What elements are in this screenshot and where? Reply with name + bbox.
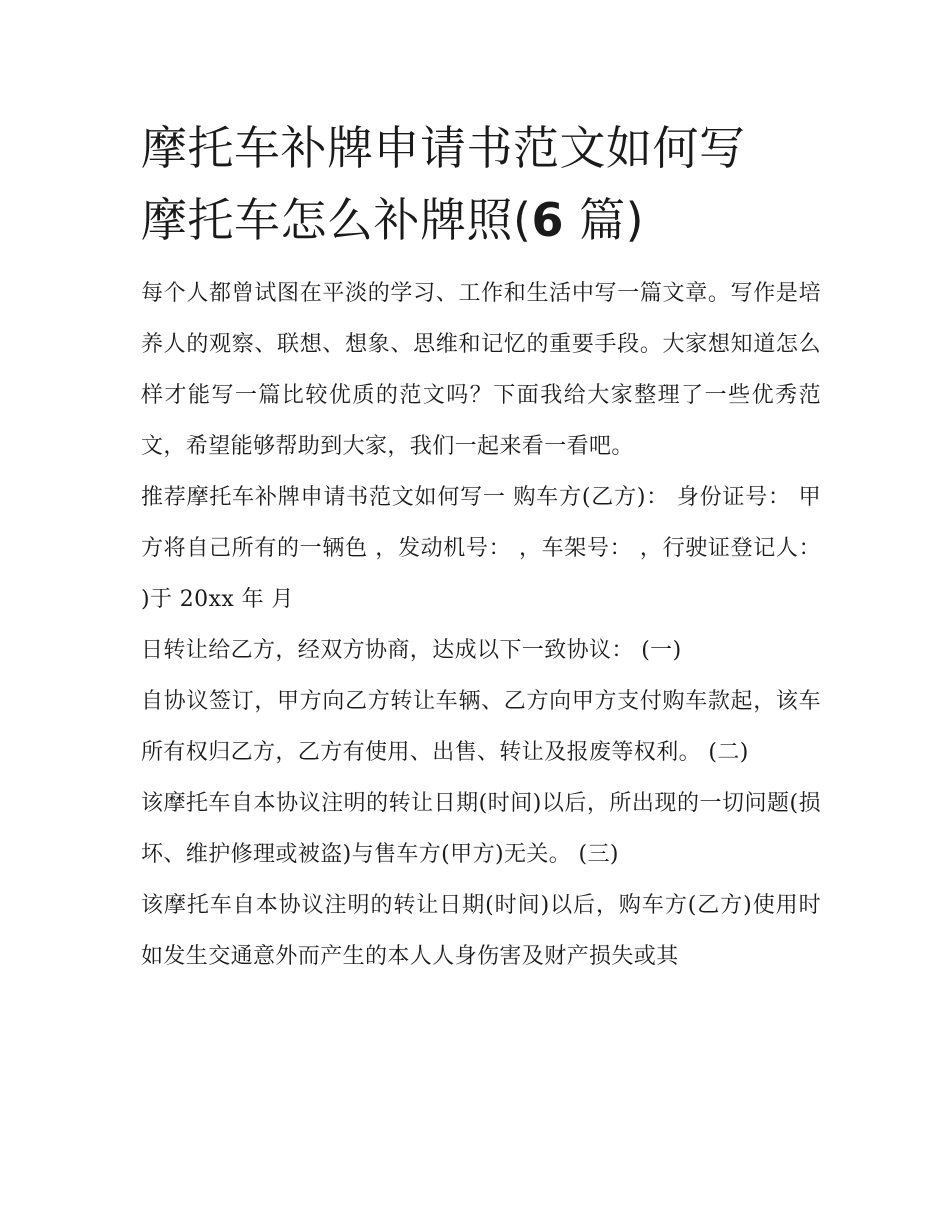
- title-count: 6: [531, 193, 564, 247]
- body-paragraph-1: 推荐摩托车补牌申请书范文如何写一 购车方(乙方)： 身份证号： 甲方将自己所有的一辆色 ，发动机号： ，车架号： ，行驶证登记人： )于 20xx 年 月: [141, 485, 821, 612]
- body-paragraph-5: 该摩托车自本协议注明的转让日期(时间)以后，购车方(乙方)使用时如发生交通意外而产生的本人人身伤害及财产损失或其: [141, 893, 821, 969]
- title-line-2a: 摩托车怎么补牌照(: [141, 193, 532, 247]
- body-paragraph-3: 自协议签订，甲方向乙方转让车辆、乙方向甲方支付购车款起，该车所有权归乙方，乙方有使用、出售、转让及报废等权利。 (二): [141, 689, 821, 765]
- title-line-2b: 篇): [563, 193, 645, 247]
- document-page: [141, 112, 821, 982]
- body-paragraph-2: 日转让给乙方，经双方协商，达成以下一致协议： (一): [141, 638, 682, 663]
- title-line-1: 摩托车补牌申请书范文如何写: [141, 121, 746, 175]
- body-paragraph-4: 该摩托车自本协议注明的转让日期(时间)以后，所出现的一切问题(损坏、维护修理或被盗)与售车方(甲方)无关。 (三): [141, 791, 821, 867]
- document-title: [141, 112, 821, 256]
- intro-paragraph: 每个人都曾试图在平淡的学习、工作和生活中写一篇文章。写作是培养人的观察、联想、想象、思维和记忆的重要手段。大家想知道怎么样才能写一篇比较优质的范文吗？下面我给大家整理了一些优秀范文，希望能够帮助到大家，我们一起来看一看吧。: [141, 281, 821, 459]
